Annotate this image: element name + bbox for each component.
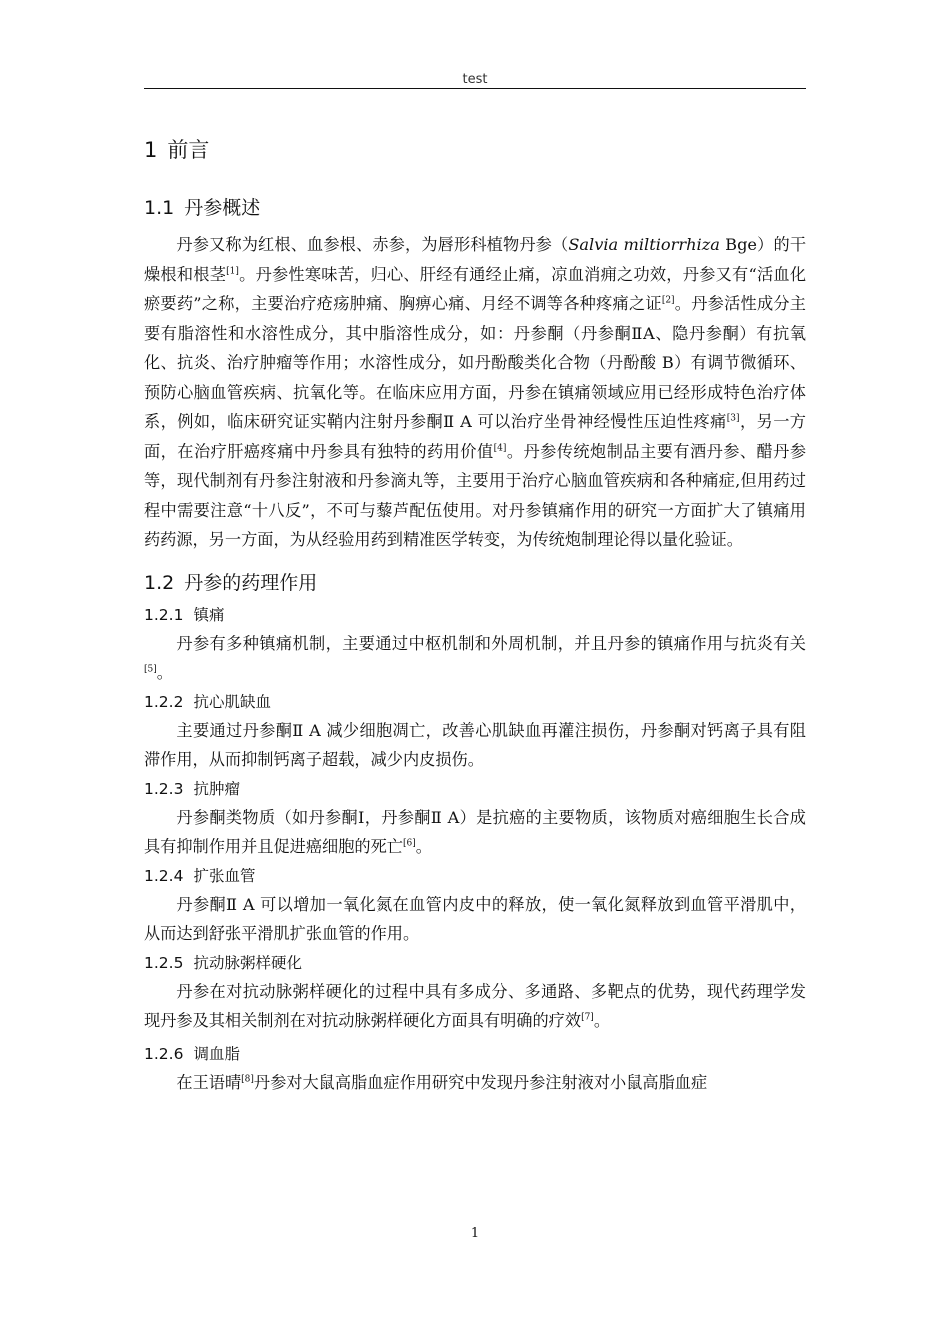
text-run: 丹参又称为红根、血参根、赤参，为唇形科植物丹参（ [176,235,569,254]
section-title: 调血脂 [193,1044,240,1063]
section-number: 1.2 [144,571,175,594]
vasodilation-paragraph [144,890,806,949]
section-title: 前言 [167,138,210,162]
text-run: 。 [156,663,173,682]
section-title: 抗动脉粥样硬化 [193,953,302,972]
text-run: 丹参在对抗动脉粥样硬化的过程中具有多成分、多通路、多靶点的优势，现代药理学发现丹参及其相关制剂在对抗动脉粥样硬化方面具有明确的疗效 [144,981,806,1030]
text-run: ，另一方面，在治疗肝癌疼痛中丹参具有独特的药用价值 [144,412,806,461]
text-run: 。 [593,1011,610,1030]
section-1-2-heading [144,565,806,601]
text-run: Bge）的干燥根和根茎 [144,235,807,284]
header-rule [144,88,806,89]
section-number: 1.2.4 [144,866,184,885]
text-run: 在王语晴 [176,1072,242,1092]
section-1-2-4-heading [144,862,806,890]
section-title: 扩张血管 [193,866,256,885]
text-run: 。 [415,837,432,856]
citation-ref[interactable]: [8] [241,1074,254,1085]
section-1-2-5-heading [144,949,806,977]
citation-ref[interactable]: [3] [726,413,740,424]
text-run: 丹参对大鼠高脂血症作用研究中发现丹参注射液对小鼠高脂血症 [253,1072,708,1092]
section-1-heading [144,130,806,170]
overview-paragraph [144,230,806,555]
section-1-2-1-heading [144,601,806,629]
text-run: 丹参酮Ⅱ A 可以增加一氧化氮在血管内皮中的释放，使一氧化氮释放到血管平滑肌中，从而达到舒张平滑肌扩张血管的作用。 [144,894,806,943]
citation-ref[interactable]: [6] [403,838,416,849]
section-1-1-heading [144,190,806,226]
section-title: 丹参的药理作用 [184,571,318,594]
text-run: 丹参酮类物质（如丹参酮Ⅰ，丹参酮Ⅱ A）是抗癌的主要物质，该物质对癌细胞生长合成具有抑制作用并且促进癌细胞的死亡 [144,807,806,856]
section-number: 1.1 [144,197,175,219]
section-number: 1 [144,138,158,162]
text-run: 主要通过丹参酮Ⅱ A 减少细胞凋亡，改善心肌缺血再灌注损伤，丹参酮对钙离子具有阻滞作用，从而抑制钙离子超载，减少内皮损伤。 [144,720,806,769]
section-title: 丹参概述 [184,197,261,219]
citation-ref[interactable]: [5] [144,664,157,675]
header-text: test [462,72,488,87]
anti-atherosclerosis-paragraph [144,977,806,1036]
section-title: 镇痛 [193,605,225,624]
anti-ischemia-paragraph [144,716,806,775]
section-number: 1.2.2 [144,692,184,711]
citation-ref[interactable]: [1] [226,266,239,277]
section-number: 1.2.5 [144,953,184,972]
section-1-2-3-heading [144,775,806,803]
analgesia-paragraph [144,629,806,688]
section-number: 1.2.1 [144,605,184,624]
anti-tumor-paragraph [144,803,806,862]
text-run: 。丹参活性成分主要有脂溶性和水溶性成分，其中脂溶性成分，如：丹参酮（丹参酮ⅡA、隐丹参酮）有抗氧化、抗炎、治疗肿瘤等作用；水溶性成分，如丹酚酸类化合物（丹酚酸 B）有调节微循环、预防心脑血管疾病、抗氧化等。在临床应用方面，丹参在镇痛领域应用已经形成特色治疗体系，例如，临床研究证实鞘内注射丹参酮Ⅱ A 可以治疗坐骨神经慢性压迫性疼痛 [144,294,806,431]
document-body [144,122,806,1097]
text-run: 丹参有多种镇痛机制，主要通过中枢机制和外周机制，并且丹参的镇痛作用与抗炎有关 [176,633,806,653]
section-1-2-2-heading [144,688,806,716]
text-run: 。丹参性寒味苦，归心、肝经有通经止痛，凉血消痈之功效，丹参又有“活血化瘀要药”之称，主要治疗疮疡肿痛、胸痹心痛、月经不调等各种疼痛之证 [144,264,807,313]
section-number: 1.2.6 [144,1044,184,1063]
section-title: 抗心肌缺血 [193,692,271,711]
section-title: 抗肿瘤 [193,779,240,798]
section-1-2-6-heading [144,1040,806,1068]
citation-ref[interactable]: [2] [661,295,675,306]
page-number: 1 [470,1226,480,1241]
latin-name: Salvia miltiorrhiza [568,235,720,254]
citation-ref[interactable]: [7] [581,1012,594,1023]
lipid-regulation-paragraph [144,1068,806,1098]
text-run: 。丹参传统炮制品主要有酒丹参、醋丹参等，现代制剂有丹参注射液和丹参滴丸等，主要用于治疗心脑血管疾病和各种痛症,但用药过程中需要注意“十八反”，不可与藜芦配伍使用。对丹参镇痛作用的研究一方面扩大了镇痛用药药源，另一方面，为从经验用药到精准医学转变，为传统炮制理论得以量化验证。 [144,441,807,549]
section-number: 1.2.3 [144,779,184,798]
citation-ref[interactable]: [4] [493,443,507,454]
